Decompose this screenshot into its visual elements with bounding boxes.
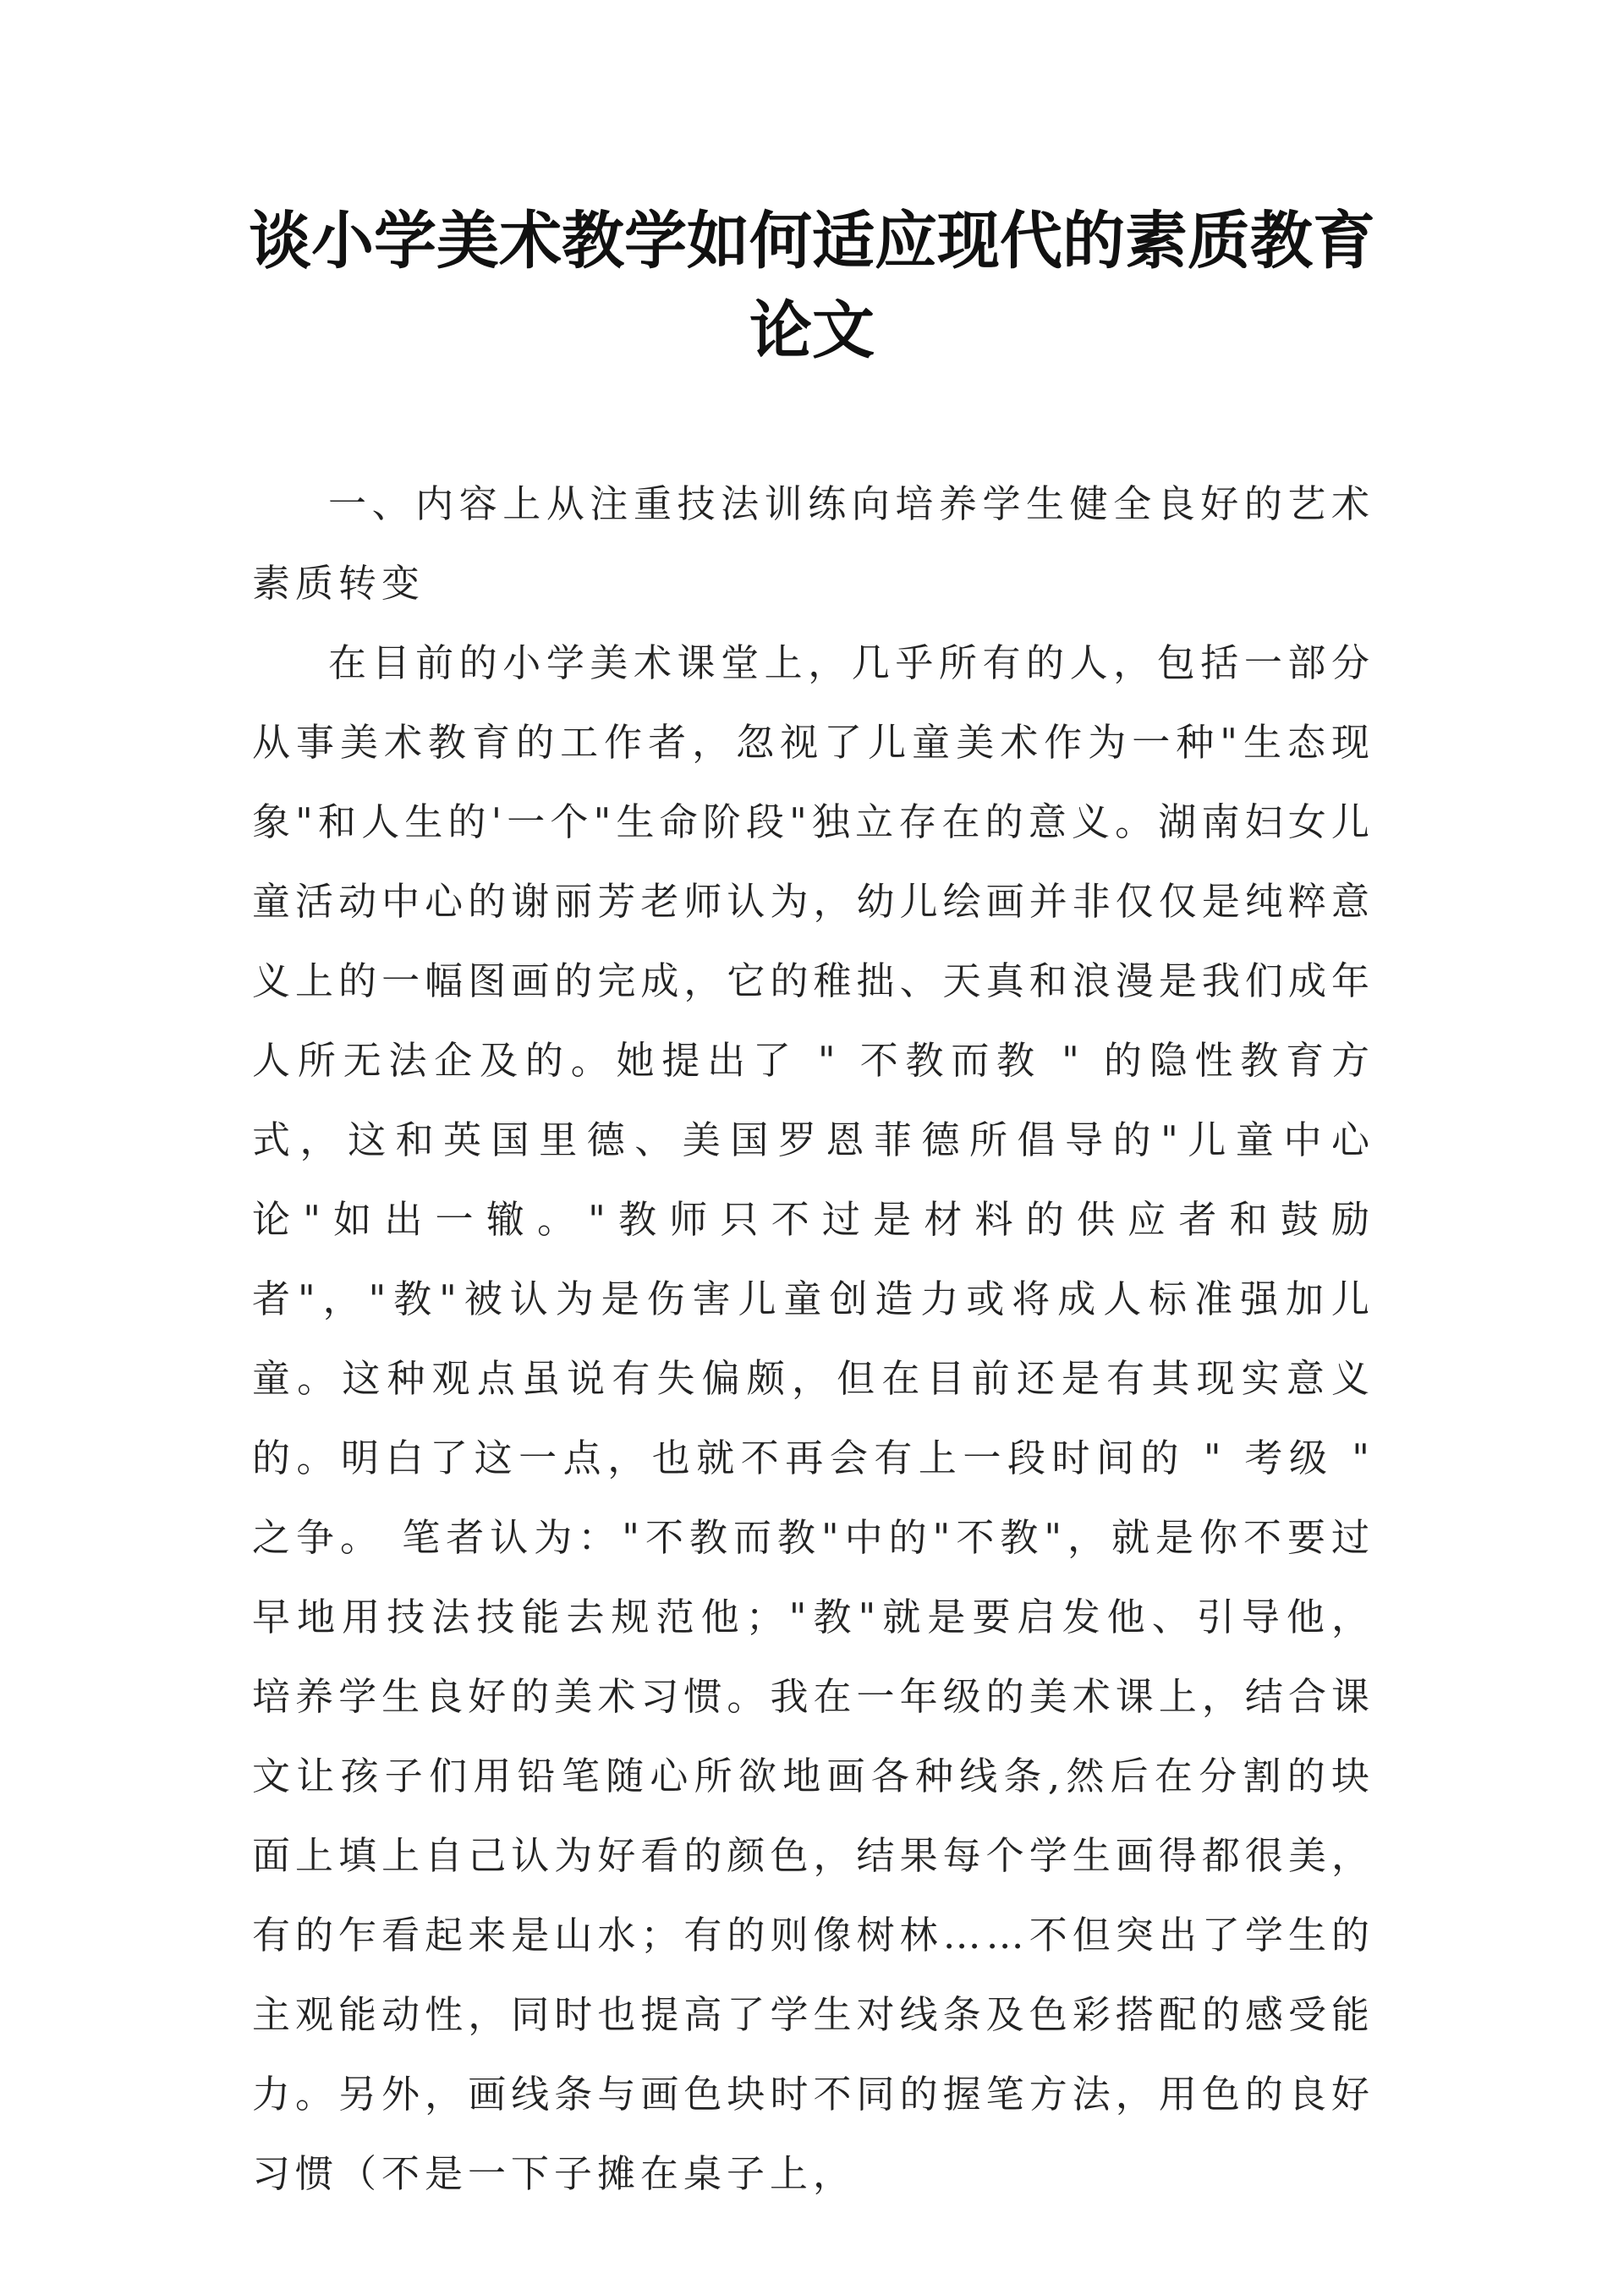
body-paragraph: 在目前的小学美术课堂上，几乎所有的人，包括一部分从事美术教育的工作者，忽视了儿童美术作为一种"生态现象"和人生的'一个"生命阶段"独立存在的意义。湖南妇女儿童活动中心的谢丽芳老师认为，幼儿绘画并非仅仅是纯粹意义上的一幅图画的完成，它的稚拙、天真和浪漫是我们成年人所无法企及的。她提出了 " 不教而教 " 的隐性教育方式，这和英国里德、美国罗恩菲德所倡导的"儿童中心论"如出一辙。"教师只不过是材料的供应者和鼓励者"，"教"被认为是伤害儿童创造力或将成人标准强加儿童。这种观点虽说有失偏颇，但在目前还是有其现实意义 的。明白了这一点，也就不再会有上一段时间的 " 考级 " 之争。 笔者认为："不教而教"中的"不教"，就是你不要过早地用技法技能去规范他；"教"就是要启发他、引导他，培养学生良好的美术习惯。我在一年级的美术课上，结合课文让孩子们用铅笔随心所欲地画各种线条,然后在分割的块面上填上自己认为好看的颜色，结果每个学生画得都很美，有的乍看起来是山水；有的则像树林……不但突出了学生的主观能动性，同时也提高了学生对线条及色彩搭配的感受能力。另外，画线条与画色块时不同的握笔方法，用色的良好习惯（不是一下子摊在桌子上，	[252, 640, 1374, 2196]
document-title	[0, 196, 1624, 376]
document-body	[252, 464, 1374, 2214]
title-line-1: 谈小学美术教学如何适应现代的素质教育	[249, 205, 1375, 277]
section-heading: 一、内容上从注重技法训练向培养学生健全良好的艺术素质转变	[252, 481, 1374, 606]
title-line-2: 论文	[749, 294, 875, 367]
